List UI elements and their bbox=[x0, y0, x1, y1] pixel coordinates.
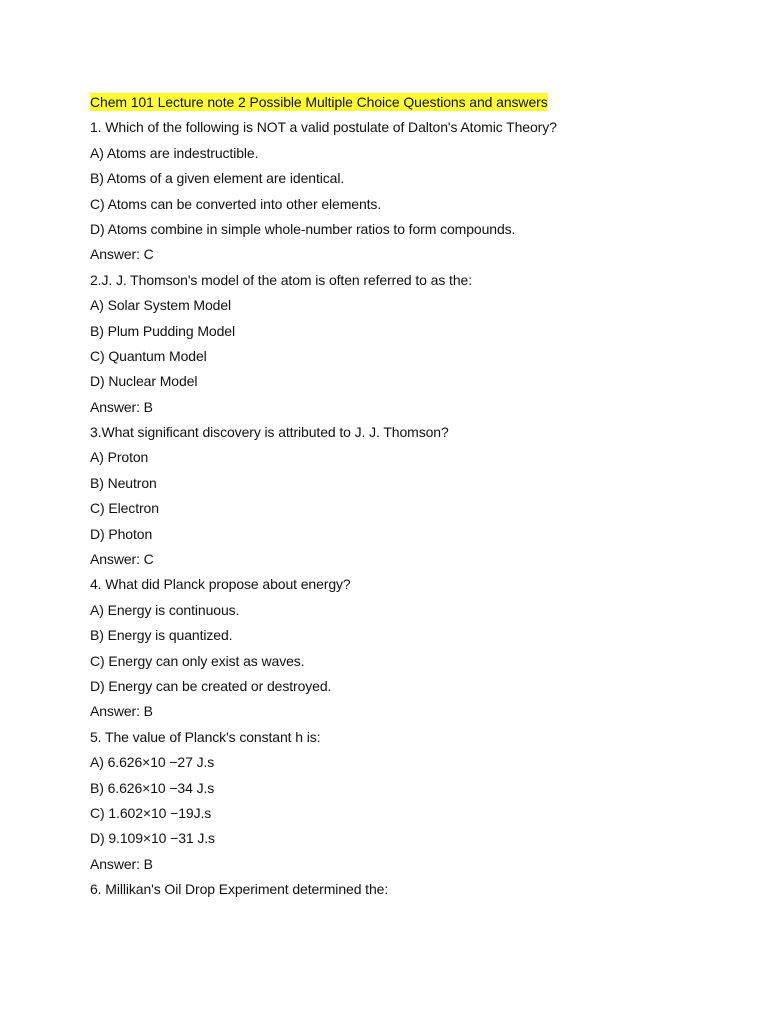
question-text: 1. Which of the following is NOT a valid postulate of Dalton's Atomic Theory? bbox=[90, 119, 557, 136]
question-text: 2.J. J. Thomson's model of the atom is often referred to as the: bbox=[90, 271, 472, 288]
option-c: C) Quantum Model bbox=[90, 347, 207, 364]
question-block-3 bbox=[90, 420, 730, 572]
option-c: C) Atoms can be converted into other elements. bbox=[90, 195, 382, 212]
question-block-1 bbox=[90, 115, 730, 267]
question-block-2 bbox=[90, 268, 730, 420]
option-a: A) Energy is continuous. bbox=[90, 601, 240, 618]
answer-text: Answer: B bbox=[90, 398, 153, 415]
option-b: B) Atoms of a given element are identical. bbox=[90, 170, 345, 187]
question-text: 3.What significant discovery is attributed to J. J. Thomson? bbox=[90, 424, 449, 441]
document-page bbox=[90, 90, 730, 903]
option-d: D) Energy can be created or destroyed. bbox=[90, 677, 332, 694]
option-b: B) Neutron bbox=[90, 474, 157, 491]
title-highlight: Chem 101 Lecture note 2 Possible Multiple Choice Questions and answers bbox=[90, 94, 548, 110]
answer-text: Answer: C bbox=[90, 246, 154, 263]
option-a: A) Proton bbox=[90, 449, 149, 466]
option-d: D) Nuclear Model bbox=[90, 373, 198, 390]
question-text: 6. Millikan's Oil Drop Experiment determined the: bbox=[90, 881, 389, 898]
answer-text: Answer: B bbox=[90, 703, 153, 720]
option-b: B) Energy is quantized. bbox=[90, 627, 233, 644]
option-c: C) 1.602×10 −19J.s bbox=[90, 804, 212, 821]
option-d: D) Atoms combine in simple whole-number ratios to form compounds. bbox=[90, 220, 516, 237]
question-block-5 bbox=[90, 725, 730, 877]
question-block-6 bbox=[90, 877, 730, 902]
option-a: A) Atoms are indestructible. bbox=[90, 144, 259, 161]
question-text: 4. What did Planck propose about energy? bbox=[90, 576, 351, 593]
option-c: C) Energy can only exist as waves. bbox=[90, 652, 305, 669]
option-b: B) Plum Pudding Model bbox=[90, 322, 235, 339]
question-text: 5. The value of Planck's constant h is: bbox=[90, 728, 321, 745]
option-c: C) Electron bbox=[90, 500, 159, 517]
option-d: D) 9.109×10 −31 J.s bbox=[90, 830, 215, 847]
option-b: B) 6.626×10 −34 J.s bbox=[90, 779, 215, 796]
option-a: A) 6.626×10 −27 J.s bbox=[90, 754, 215, 771]
question-block-4 bbox=[90, 572, 730, 724]
document-title bbox=[90, 90, 730, 115]
answer-text: Answer: C bbox=[90, 551, 154, 568]
answer-text: Answer: B bbox=[90, 855, 153, 872]
option-d: D) Photon bbox=[90, 525, 153, 542]
option-a: A) Solar System Model bbox=[90, 297, 232, 314]
